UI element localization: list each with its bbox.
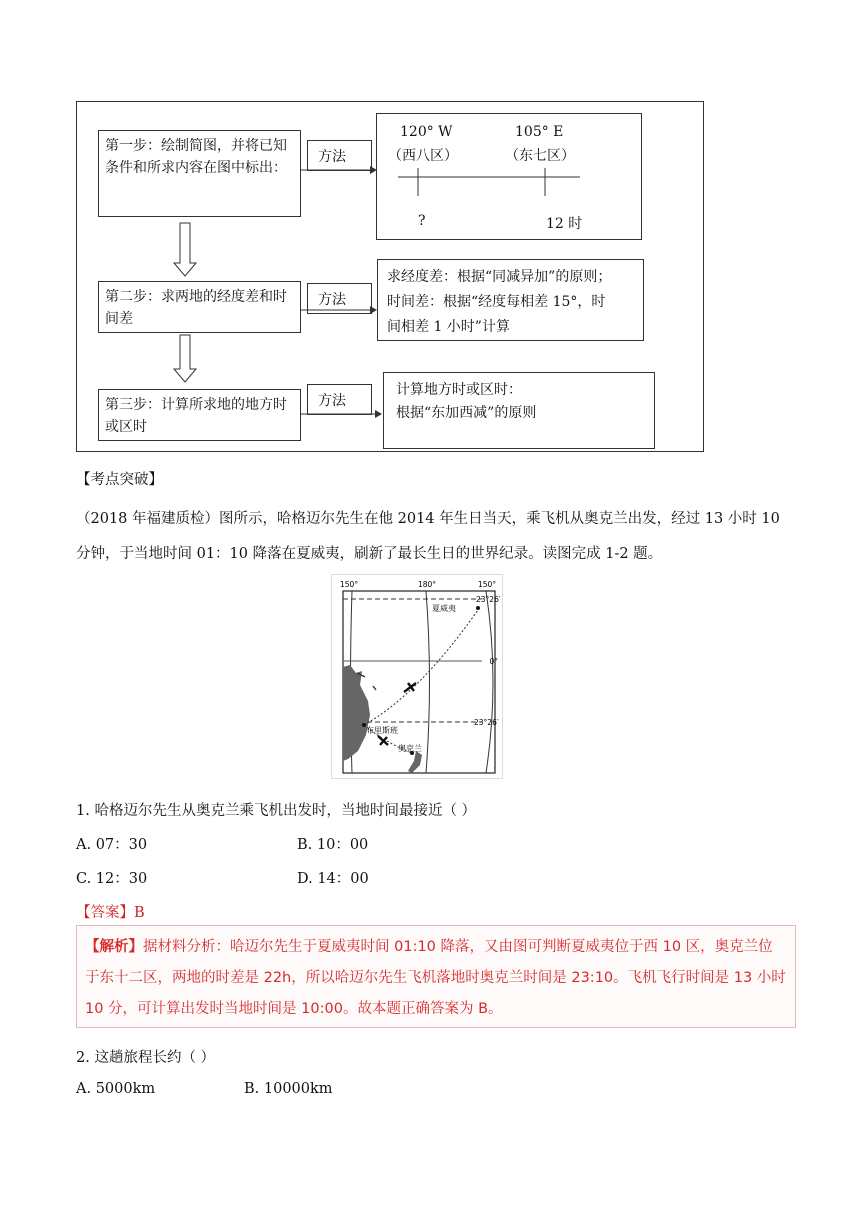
q1-option-d: D. 14：00	[297, 871, 369, 887]
result2-line1: 求经度差：根据“同减异加”的原则；	[387, 269, 612, 285]
lat-label-equator: 0°	[489, 657, 498, 666]
intro-line-2: 分钟，于当地时间 01：10 降落在夏威夷，刷新了最长生日的世界纪录。读图完成 1-2 题。	[76, 546, 663, 562]
answer: 【答案】B	[76, 905, 145, 921]
step2-text: 第二步：求两地的经度差和时间差	[105, 289, 287, 327]
explanation-box	[76, 925, 796, 1028]
auckland-label: 奥克兰	[398, 744, 422, 753]
lon-east: 105° E	[515, 124, 564, 140]
known-time: 12 时	[546, 216, 583, 232]
q2-stem: 2. 这趟旅程长约（ ）	[76, 1050, 216, 1066]
step1-text: 第一步：绘制简图，并将已知条件和所求内容在图中标出：	[105, 138, 287, 176]
explanation-text: 据材料分析：哈迈尔先生于夏威夷时间 01:10 降落，又由图可判断夏威夷位于西 10 区，奥克兰位于东十二区，两地的时差是 22h，所以哈迈尔先生飞机落地时奥克兰时间是 23:10。飞机飞行时间是 13 小时 10 分，可计算出发时当地时间是 10:00。故本题正确答案为 B。	[85, 939, 786, 1017]
result2-line2: 时间差：根据“经度每相差 15°，时	[387, 294, 606, 310]
result2-line3: 间相差 1 小时”计算	[387, 319, 510, 335]
intro-line-1: （2018 年福建质检）图所示，哈格迈尔先生在他 2014 年生日当天，乘飞机从奥克兰出发，经过 13 小时 10	[76, 511, 780, 527]
route-map	[331, 574, 503, 779]
lat-label-south: 23°26′	[474, 718, 499, 727]
method-label-3: 方法	[307, 384, 372, 415]
zone-east: （东七区）	[505, 148, 575, 164]
q2-option-b: B. 10000km	[244, 1081, 333, 1097]
step3-text: 第三步：计算所求地的地方时或区时	[105, 397, 287, 435]
q1-stem: 1. 哈格迈尔先生从奥克兰乘飞机出发时，当地时间最接近（ ）	[76, 803, 477, 819]
section-title: 【考点突破】	[76, 472, 163, 488]
q1-option-c: C. 12：30	[76, 871, 148, 887]
lon-label-3: 150°	[478, 580, 497, 589]
method-label-2: 方法	[307, 283, 372, 314]
hawaii-point	[476, 606, 480, 610]
lon-label-1: 150°	[340, 580, 359, 589]
lon-label-2: 180°	[418, 580, 437, 589]
zone-west: （西八区）	[388, 148, 458, 164]
explanation-label: 【解析】	[85, 939, 143, 955]
result3-line2: 根据“东加西减”的原则	[396, 405, 537, 421]
q1-option-b: B. 10：00	[297, 837, 369, 853]
lat-label-north: 23°26′	[476, 595, 501, 604]
q1-option-a: A. 07：30	[76, 837, 148, 853]
unknown-time: ?	[418, 213, 426, 229]
map-svg	[332, 575, 502, 778]
lon-west: 120° W	[400, 124, 453, 140]
q2-option-a: A. 5000km	[76, 1081, 156, 1097]
brisbane-label: 布里斯班	[366, 726, 398, 735]
method-label-1: 方法	[307, 140, 372, 171]
hawaii-label: 夏威夷	[432, 604, 456, 613]
result3-line1: 计算地方时或区时：	[396, 382, 522, 398]
